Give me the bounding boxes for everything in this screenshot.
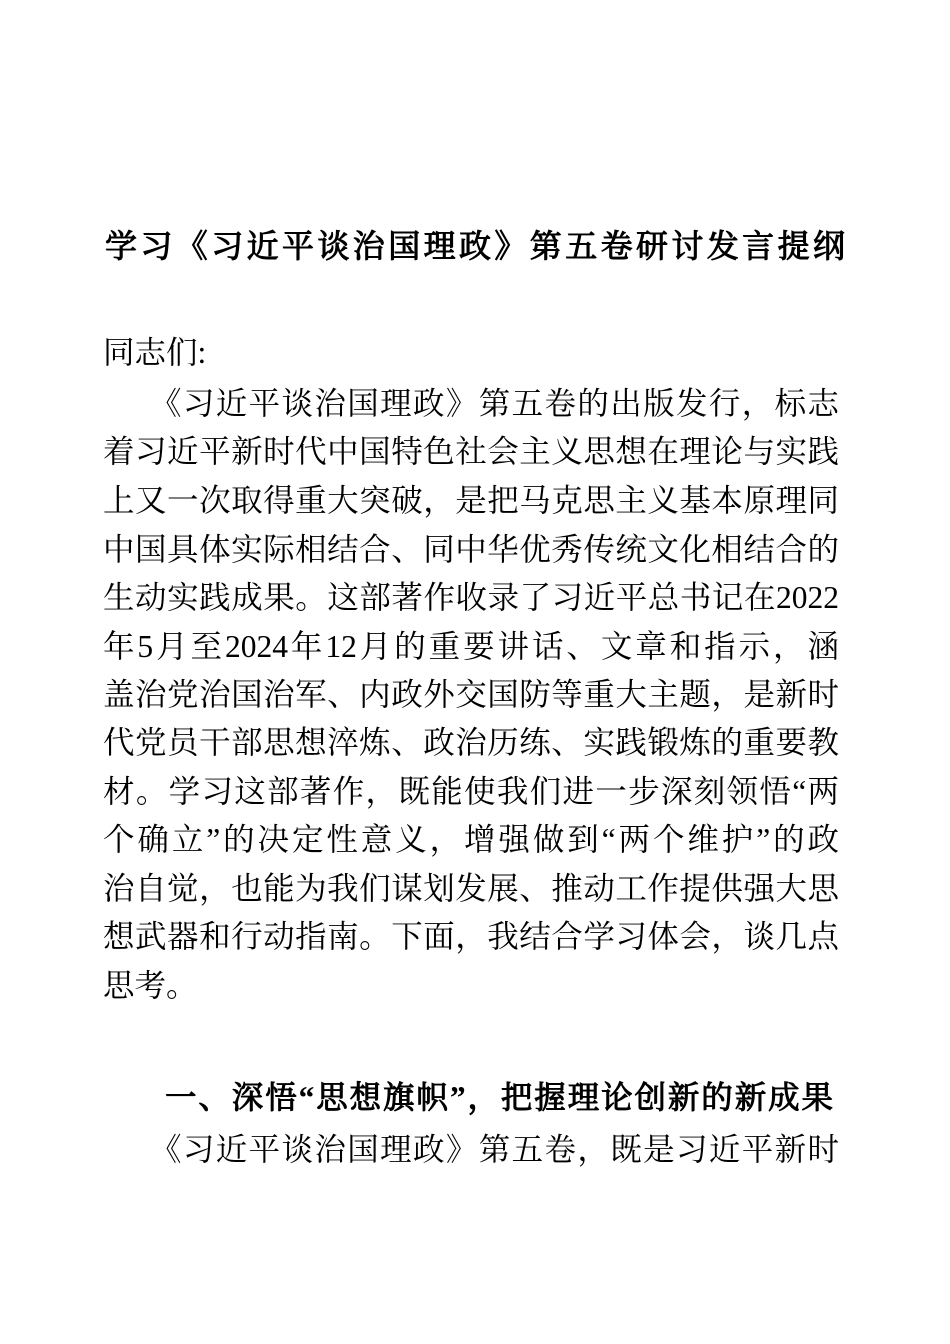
paragraph-line: 想武器和行动指南。下面，我结合学习体会，谈几点 bbox=[103, 919, 839, 954]
paragraph-line: 材。学习这部著作，既能使我们进一步深刻领悟“两 bbox=[103, 774, 839, 809]
paragraph-line: 《习近平谈治国理政》第五卷，既是习近平新时 bbox=[150, 1132, 839, 1167]
salutation: 同志们: bbox=[103, 335, 207, 370]
paragraph-line: 上又一次取得重大突破，是把马克思主义基本原理同 bbox=[103, 483, 839, 518]
paragraph-line: 代党员干部思想淬炼、政治历练、实践锻炼的重要教 bbox=[103, 725, 839, 760]
section-heading: 一、深悟“思想旗帜”，把握理论创新的新成果 bbox=[165, 1080, 833, 1115]
document-title: 学习《习近平谈治国理政》第五卷研讨发言提纲 bbox=[105, 228, 845, 264]
paragraph-line: 生动实践成果。这部著作收录了习近平总书记在2022 bbox=[103, 580, 839, 615]
paragraph-line: 治自觉，也能为我们谋划发展、推动工作提供强大思 bbox=[103, 871, 839, 906]
paragraph-line: 《习近平谈治国理政》第五卷的出版发行，标志 bbox=[150, 386, 839, 421]
paragraph-line: 个确立”的决定性意义，增强做到“两个维护”的政 bbox=[103, 822, 839, 857]
paragraph-line: 着习近平新时代中国特色社会主义思想在理论与实践 bbox=[103, 434, 839, 469]
paragraph-line: 中国具体实际相结合、同中华优秀传统文化相结合的 bbox=[103, 532, 839, 567]
paragraph-line: 盖治党治国治军、内政外交国防等重大主题，是新时 bbox=[103, 677, 839, 712]
paragraph-line: 年5月至2024年12月的重要讲话、文章和指示，涵 bbox=[103, 629, 839, 664]
paragraph-line: 思考。 bbox=[103, 968, 198, 1003]
